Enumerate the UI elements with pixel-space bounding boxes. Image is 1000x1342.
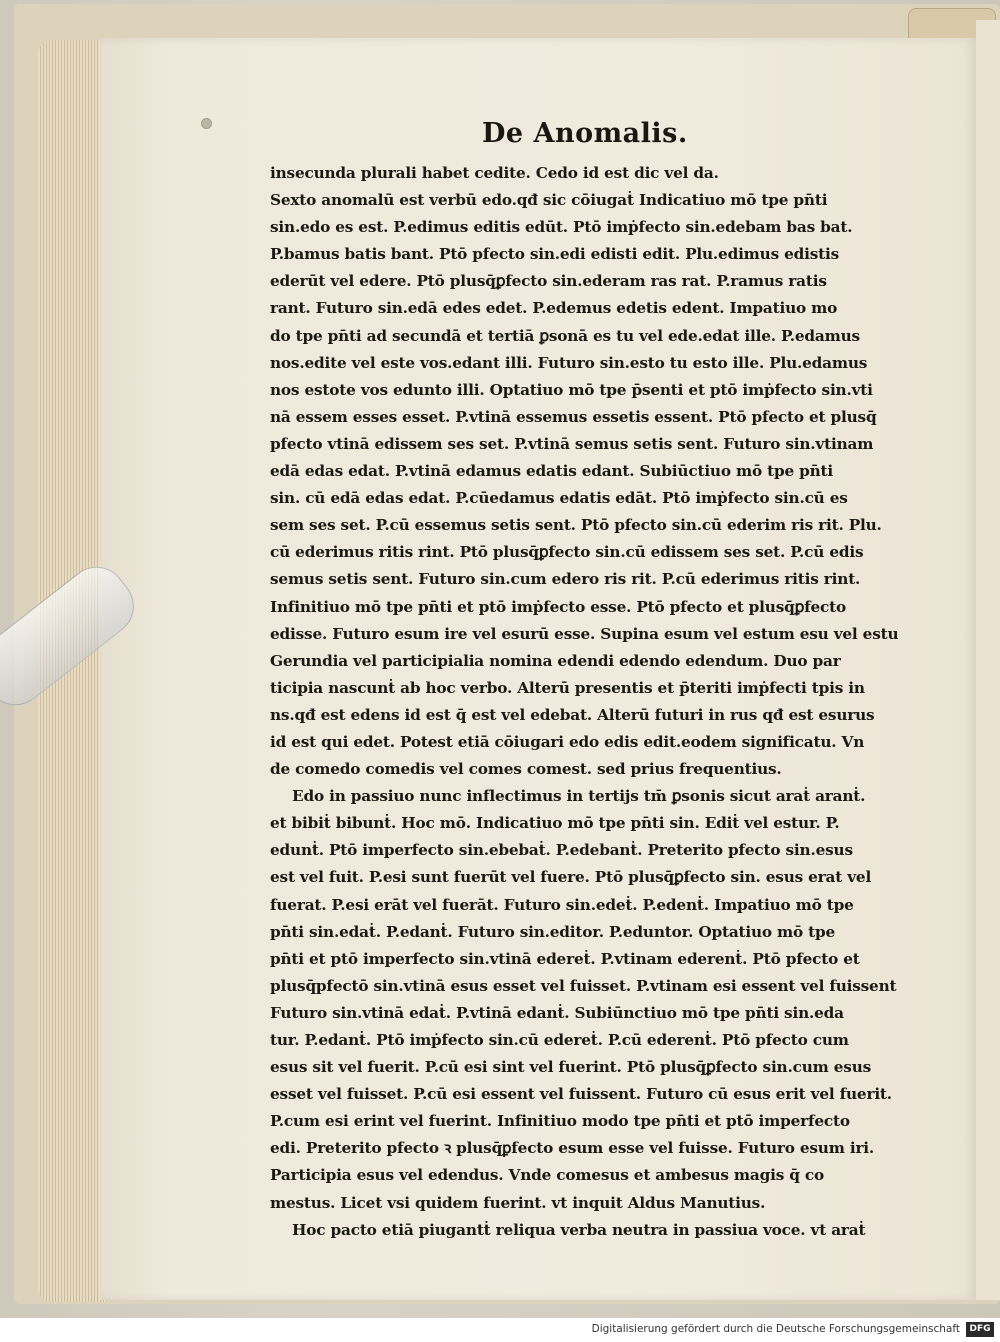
text-line: cū ederimus ritis rint. Ptō plusq̄ꝑfecto sin.cū edissem ses set. P.cū edis <box>270 543 864 562</box>
text-line: edā edas edat. P.vtinā edamus edatis edant. Subiūctiuo mō tpe pn̄ti <box>270 462 834 481</box>
text-line: et bibiṫ bibunṫ. Hoc mō. Indicatiuo mō tpe pn̄ti sin. Ediṫ vel estur. P. <box>270 814 840 833</box>
worm-hole <box>201 118 212 129</box>
text-line: insecunda plurali habet cedite. Cedo id est dic vel da. <box>270 164 719 182</box>
text-line: ns.qđ est edens id est q̄ est vel edebat. Alterū futuri in rus qđ est esurus <box>270 705 875 724</box>
text-line: Infinitiuo mō tpe pn̄ti et ptō imṗfecto esse. Ptō pfecto et plusq̄ꝑfecto <box>270 597 847 616</box>
text-line: P.cum esi erint vel fuerint. Infinitiuo modo tpe pn̄ti et ptō imperfecto <box>270 1112 850 1131</box>
text-line: de comedo comedis vel comes comest. sed prius frequentius. <box>270 760 782 779</box>
text-line: ederūt vel edere. Ptō plusq̄ꝑfecto sin.ederam ras rat. P.ramus ratis <box>270 272 827 291</box>
text-line: est vel fuit. P.esi sunt fuerūt vel fuere. Ptō plusq̄ꝑfecto sin. esus erat vel <box>270 868 872 887</box>
text-line: pn̄ti sin.edaṫ. P.edanṫ. Futuro sin.editor. P.eduntor. Optatiuo mō tpe <box>270 922 836 941</box>
text-line: plusq̄pfectō sin.vtinā esus esset vel fuisset. P.vtinam esi essent vel fuissent <box>270 976 897 995</box>
text-line: semus setis sent. Futuro sin.cum edero ris rit. P.cū ederimus ritis rint. <box>270 570 861 589</box>
text-line: ticipia nascunṫ ab hoc verbo. Alterū presentis et p̄teriti imṗfecti tpis in <box>270 678 865 697</box>
facing-page-edge <box>976 20 1000 1300</box>
text-line: rant. Futuro sin.edā edes edet. P.edemus edetis edent. Impatiuo mo <box>270 299 838 318</box>
running-head: De Anomalis. <box>482 118 688 149</box>
text-line: nos estote vos edunto illi. Optatiuo mō tpe p̄senti et ptō imṗfecto sin.vti <box>270 380 873 399</box>
text-line: nā essem esses esset. P.vtinā essemus essetis essent. Ptō pfecto et plusq̄ <box>270 407 877 426</box>
text-line: sin.edo es est. P.edimus editis edūt. Ptō imṗfecto sin.edebam bas bat. <box>270 218 853 237</box>
text-line: do tpe pn̄ti ad secundā et tertiā ꝑsonā es tu vel ede.edat ille. P.edamus <box>270 326 860 345</box>
text-line: Participia esus vel edendus. Vnde comesus et ambesus magis q̄ co <box>270 1166 824 1185</box>
text-line: esus sit vel fuerit. P.cū esi sint vel fuerint. Ptō plusq̄ꝑfecto sin.cum esus <box>270 1058 872 1077</box>
text-line: pfecto vtinā edissem ses set. P.vtinā semus setis sent. Futuro sin.vtinam <box>270 434 874 453</box>
text-line: sem ses set. P.cū essemus setis sent. Ptō pfecto sin.cū ederim ris rit. Plu. <box>270 516 882 535</box>
text-column <box>270 160 910 1244</box>
text-line: Hoc pacto etiā piugantṫ reliqua verba neutra in passiua voce. vt araṫ <box>292 1220 866 1239</box>
text-line: edunṫ. Ptō imperfecto sin.ebebaṫ. P.edebanṫ. Preterito pfecto sin.esus <box>270 841 853 860</box>
funding-credit: Digitalisierung gefördert durch die Deutsche Forschungsgemeinschaft <box>591 1323 960 1335</box>
text-line: P.bamus batis bant. Ptō pfecto sin.edi edisti edit. Plu.edimus edistis <box>270 245 840 264</box>
text-line: mestus. Licet vsi quidem fuerint. vt inquit Aldus Manutius. <box>270 1193 766 1212</box>
text-line: Futuro sin.vtinā edaṫ. P.vtinā edanṫ. Subiūnctiuo mō tpe pn̄ti sin.eda <box>270 1003 844 1022</box>
text-line: edisse. Futuro esum ire vel esurū esse. Supina esum vel estum esu vel estu <box>270 624 899 643</box>
text-line: Gerundia vel participialia nomina edendi edendo edendum. Duo par <box>270 651 841 670</box>
text-line: Edo in passiuo nunc inflectimus in tertijs tm̄ ꝑsonis sicut araṫ aranṫ. <box>292 787 866 806</box>
text-line: id est qui edet. Potest etiā cōiugari edo edis edit.eodem significatu. Vn <box>270 732 865 751</box>
text-line: fuerat. P.esi erāt vel fuerāt. Futuro sin.edeṫ. P.edenṫ. Impatiuo mō tpe <box>270 895 854 914</box>
text-line: nos.edite vel este vos.edant illi. Futuro sin.esto tu esto ille. Plu.edamus <box>270 353 868 372</box>
text-line: Sexto anomalū est verbū edo.qđ sic cōiugaṫ Indicatiuo mō tpe pn̄ti <box>270 191 828 210</box>
text-line: tur. P.edanṫ. Ptō imṗfecto sin.cū edereṫ. P.cū ederenṫ. Ptō pfecto cum <box>270 1031 849 1049</box>
text-line: sin. cū edā edas edat. P.cūedamus edatis edāt. Ptō imṗfecto sin.cū es <box>270 489 848 508</box>
text-line: esset vel fuisset. P.cū esi essent vel fuissent. Futuro cū esus erit vel fuerit. <box>270 1085 892 1104</box>
footer-bar <box>0 1318 1000 1342</box>
text-line: edi. Preterito pfecto ꝛ plusq̄ꝑfecto esum esse vel fuisse. Futuro esum iri. <box>270 1139 875 1158</box>
text-line: pn̄ti et ptō imperfecto sin.vtinā edereṫ. P.vtinam ederenṫ. Ptō pfecto et <box>270 949 860 968</box>
dfg-logo: DFG <box>966 1322 994 1337</box>
